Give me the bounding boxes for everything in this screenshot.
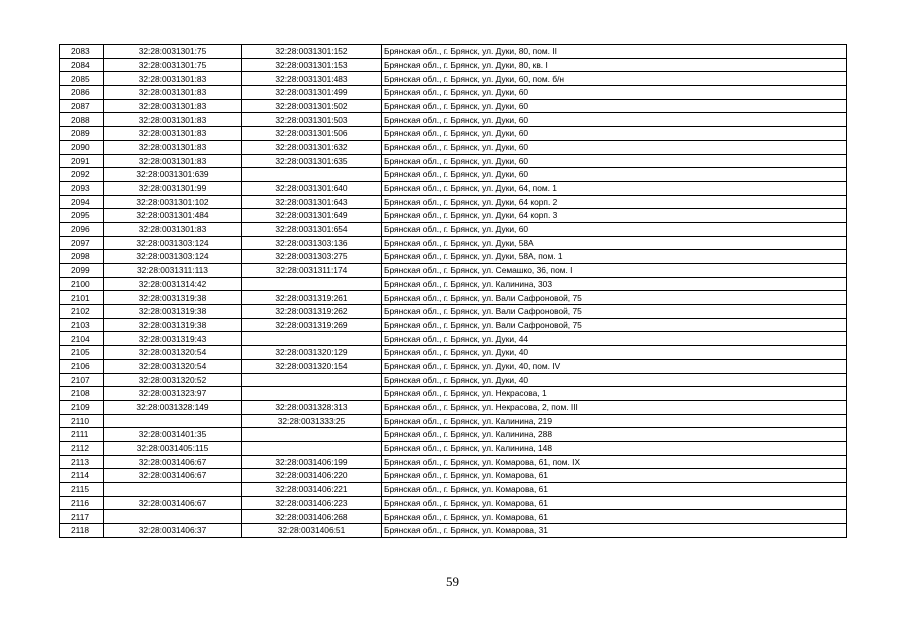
cadastral-number-parcel: 32:28:0031320:54 bbox=[104, 359, 242, 373]
cadastral-number-object: 32:28:0031320:154 bbox=[242, 359, 382, 373]
cadastral-number-object: 32:28:0031301:503 bbox=[242, 113, 382, 127]
cadastral-number-parcel: 32:28:0031320:52 bbox=[104, 373, 242, 387]
cadastral-number-object: 32:28:0031301:635 bbox=[242, 154, 382, 168]
cadastral-number-parcel: 32:28:0031301:75 bbox=[104, 58, 242, 72]
table-row bbox=[60, 58, 847, 72]
cadastral-number-parcel: 32:28:0031401:35 bbox=[104, 428, 242, 442]
address: Брянская обл., г. Брянск, ул. Дуки, 60, пом. б/н bbox=[382, 72, 847, 86]
address: Брянская обл., г. Брянск, ул. Дуки, 60 bbox=[382, 222, 847, 236]
row-number: 2106 bbox=[60, 359, 104, 373]
cadastral-number-parcel bbox=[104, 483, 242, 497]
address: Брянская обл., г. Брянск, ул. Калинина, 303 bbox=[382, 277, 847, 291]
table-row bbox=[60, 250, 847, 264]
cadastral-number-object bbox=[242, 168, 382, 182]
table-row bbox=[60, 414, 847, 428]
row-number: 2085 bbox=[60, 72, 104, 86]
row-number: 2109 bbox=[60, 400, 104, 414]
cadastral-number-parcel: 32:28:0031328:149 bbox=[104, 400, 242, 414]
address: Брянская обл., г. Брянск, ул. Дуки, 40 bbox=[382, 373, 847, 387]
row-number: 2088 bbox=[60, 113, 104, 127]
cadastral-number-parcel: 32:28:0031319:43 bbox=[104, 332, 242, 346]
table-row bbox=[60, 400, 847, 414]
row-number: 2102 bbox=[60, 305, 104, 319]
cadastral-number-parcel: 32:28:0031301:83 bbox=[104, 140, 242, 154]
cadastral-number-object: 32:28:0031328:313 bbox=[242, 400, 382, 414]
cadastral-number-object: 32:28:0031406:268 bbox=[242, 510, 382, 524]
table-row bbox=[60, 346, 847, 360]
address: Брянская обл., г. Брянск, ул. Дуки, 60 bbox=[382, 99, 847, 113]
address: Брянская обл., г. Брянск, ул. Дуки, 60 bbox=[382, 168, 847, 182]
row-number: 2089 bbox=[60, 127, 104, 141]
row-number: 2107 bbox=[60, 373, 104, 387]
cadastral-number-object bbox=[242, 387, 382, 401]
cadastral-number-parcel: 32:28:0031320:54 bbox=[104, 346, 242, 360]
cadastral-number-object: 32:28:0031406:221 bbox=[242, 483, 382, 497]
address: Брянская обл., г. Брянск, ул. Калинина, 288 bbox=[382, 428, 847, 442]
cadastral-number-parcel: 32:28:0031301:102 bbox=[104, 195, 242, 209]
table-row bbox=[60, 455, 847, 469]
cadastral-number-parcel: 32:28:0031301:83 bbox=[104, 127, 242, 141]
address: Брянская обл., г. Брянск, ул. Дуки, 60 bbox=[382, 113, 847, 127]
cadastral-number-object: 32:28:0031406:220 bbox=[242, 469, 382, 483]
address: Брянская обл., г. Брянск, ул. Дуки, 40, пом. IV bbox=[382, 359, 847, 373]
cadastral-number-parcel: 32:28:0031303:124 bbox=[104, 250, 242, 264]
cadastral-number-parcel: 32:28:0031301:83 bbox=[104, 113, 242, 127]
cadastral-number-parcel: 32:28:0031301:99 bbox=[104, 181, 242, 195]
address: Брянская обл., г. Брянск, ул. Дуки, 44 bbox=[382, 332, 847, 346]
row-number: 2110 bbox=[60, 414, 104, 428]
table-row bbox=[60, 277, 847, 291]
row-number: 2097 bbox=[60, 236, 104, 250]
address: Брянская обл., г. Брянск, ул. Комарова, 61 bbox=[382, 483, 847, 497]
row-number: 2118 bbox=[60, 524, 104, 538]
row-number: 2115 bbox=[60, 483, 104, 497]
address: Брянская обл., г. Брянск, ул. Дуки, 60 bbox=[382, 154, 847, 168]
cadastral-number-object: 32:28:0031406:51 bbox=[242, 524, 382, 538]
table-row bbox=[60, 483, 847, 497]
table-row bbox=[60, 373, 847, 387]
cadastral-number-parcel: 32:28:0031319:38 bbox=[104, 291, 242, 305]
row-number: 2105 bbox=[60, 346, 104, 360]
cadastral-number-object: 32:28:0031406:223 bbox=[242, 496, 382, 510]
cadastral-number-object: 32:28:0031301:152 bbox=[242, 45, 382, 59]
address: Брянская обл., г. Брянск, ул. Вали Сафроновой, 75 bbox=[382, 318, 847, 332]
address: Брянская обл., г. Брянск, ул. Дуки, 58А bbox=[382, 236, 847, 250]
table-row bbox=[60, 469, 847, 483]
table-row bbox=[60, 428, 847, 442]
table-row bbox=[60, 181, 847, 195]
table-body bbox=[60, 45, 847, 538]
address: Брянская обл., г. Брянск, ул. Дуки, 64, пом. 1 bbox=[382, 181, 847, 195]
address: Брянская обл., г. Брянск, ул. Комарова, 61 bbox=[382, 469, 847, 483]
cadastral-number-object: 32:28:0031303:275 bbox=[242, 250, 382, 264]
address: Брянская обл., г. Брянск, ул. Вали Сафроновой, 75 bbox=[382, 305, 847, 319]
address: Брянская обл., г. Брянск, ул. Комарова, 61, пом. IX bbox=[382, 455, 847, 469]
address: Брянская обл., г. Брянск, ул. Дуки, 80, пом. II bbox=[382, 45, 847, 59]
cadastral-number-object: 32:28:0031320:129 bbox=[242, 346, 382, 360]
table-row bbox=[60, 127, 847, 141]
table-row bbox=[60, 264, 847, 278]
row-number: 2099 bbox=[60, 264, 104, 278]
cadastral-number-object: 32:28:0031303:136 bbox=[242, 236, 382, 250]
address: Брянская обл., г. Брянск, ул. Дуки, 60 bbox=[382, 86, 847, 100]
cadastral-number-object: 32:28:0031301:153 bbox=[242, 58, 382, 72]
cadastral-number-object bbox=[242, 441, 382, 455]
table-row bbox=[60, 236, 847, 250]
cadastral-number-parcel: 32:28:0031301:75 bbox=[104, 45, 242, 59]
cadastral-number-parcel: 32:28:0031301:83 bbox=[104, 86, 242, 100]
row-number: 2116 bbox=[60, 496, 104, 510]
row-number: 2092 bbox=[60, 168, 104, 182]
cadastral-number-parcel: 32:28:0031301:83 bbox=[104, 99, 242, 113]
cadastral-number-object: 32:28:0031319:261 bbox=[242, 291, 382, 305]
cadastral-number-parcel: 32:28:0031405:115 bbox=[104, 441, 242, 455]
cadastral-number-parcel: 32:28:0031319:38 bbox=[104, 318, 242, 332]
row-number: 2095 bbox=[60, 209, 104, 223]
cadastral-number-parcel: 32:28:0031406:67 bbox=[104, 469, 242, 483]
cadastral-number-parcel bbox=[104, 414, 242, 428]
row-number: 2086 bbox=[60, 86, 104, 100]
cadastral-number-parcel: 32:28:0031301:83 bbox=[104, 222, 242, 236]
row-number: 2108 bbox=[60, 387, 104, 401]
address: Брянская обл., г. Брянск, ул. Дуки, 58А, пом. 1 bbox=[382, 250, 847, 264]
cadastral-number-object bbox=[242, 373, 382, 387]
table-row bbox=[60, 332, 847, 346]
cadastral-number-object: 32:28:0031301:654 bbox=[242, 222, 382, 236]
cadastral-number-parcel: 32:28:0031301:484 bbox=[104, 209, 242, 223]
cadastral-number-object: 32:28:0031301:649 bbox=[242, 209, 382, 223]
address: Брянская обл., г. Брянск, ул. Дуки, 64 корп. 3 bbox=[382, 209, 847, 223]
cadastral-number-parcel: 32:28:0031301:83 bbox=[104, 72, 242, 86]
table-row bbox=[60, 524, 847, 538]
table-row bbox=[60, 209, 847, 223]
cadastral-number-object bbox=[242, 332, 382, 346]
cadastral-number-object: 32:28:0031319:262 bbox=[242, 305, 382, 319]
cadastral-number-parcel: 32:28:0031314:42 bbox=[104, 277, 242, 291]
address: Брянская обл., г. Брянск, ул. Семашко, 36, пом. I bbox=[382, 264, 847, 278]
address: Брянская обл., г. Брянск, ул. Комарова, 31 bbox=[382, 524, 847, 538]
table-row bbox=[60, 195, 847, 209]
address: Брянская обл., г. Брянск, ул. Дуки, 60 bbox=[382, 140, 847, 154]
address: Брянская обл., г. Брянск, ул. Комарова, 61 bbox=[382, 496, 847, 510]
table-row bbox=[60, 86, 847, 100]
row-number: 2103 bbox=[60, 318, 104, 332]
table-row bbox=[60, 318, 847, 332]
cadastral-number-object: 32:28:0031319:269 bbox=[242, 318, 382, 332]
row-number: 2104 bbox=[60, 332, 104, 346]
address: Брянская обл., г. Брянск, ул. Вали Сафроновой, 75 bbox=[382, 291, 847, 305]
table-row bbox=[60, 291, 847, 305]
cadastral-number-object: 32:28:0031301:502 bbox=[242, 99, 382, 113]
row-number: 2083 bbox=[60, 45, 104, 59]
cadastral-number-object bbox=[242, 277, 382, 291]
row-number: 2100 bbox=[60, 277, 104, 291]
cadastral-number-object: 32:28:0031301:632 bbox=[242, 140, 382, 154]
table-row bbox=[60, 359, 847, 373]
cadastral-number-parcel: 32:28:0031323:97 bbox=[104, 387, 242, 401]
table-row bbox=[60, 510, 847, 524]
table-row bbox=[60, 387, 847, 401]
row-number: 2101 bbox=[60, 291, 104, 305]
address: Брянская обл., г. Брянск, ул. Дуки, 64 корп. 2 bbox=[382, 195, 847, 209]
row-number: 2094 bbox=[60, 195, 104, 209]
cadastral-number-parcel: 32:28:0031303:124 bbox=[104, 236, 242, 250]
row-number: 2114 bbox=[60, 469, 104, 483]
cadastral-number-object: 32:28:0031301:643 bbox=[242, 195, 382, 209]
table-row bbox=[60, 113, 847, 127]
address: Брянская обл., г. Брянск, ул. Калинина, 219 bbox=[382, 414, 847, 428]
cadastral-number-parcel bbox=[104, 510, 242, 524]
table-row bbox=[60, 45, 847, 59]
row-number: 2111 bbox=[60, 428, 104, 442]
cadastral-number-parcel: 32:28:0031319:38 bbox=[104, 305, 242, 319]
cadastral-number-parcel: 32:28:0031406:67 bbox=[104, 496, 242, 510]
address: Брянская обл., г. Брянск, ул. Дуки, 40 bbox=[382, 346, 847, 360]
address: Брянская обл., г. Брянск, ул. Дуки, 80, кв. I bbox=[382, 58, 847, 72]
address: Брянская обл., г. Брянск, ул. Дуки, 60 bbox=[382, 127, 847, 141]
cadastral-number-object: 32:28:0031301:483 bbox=[242, 72, 382, 86]
cadastral-number-object: 32:28:0031333:25 bbox=[242, 414, 382, 428]
cadastral-number-parcel: 32:28:0031301:639 bbox=[104, 168, 242, 182]
table-row bbox=[60, 222, 847, 236]
address: Брянская обл., г. Брянск, ул. Калинина, 148 bbox=[382, 441, 847, 455]
table-row bbox=[60, 441, 847, 455]
row-number: 2087 bbox=[60, 99, 104, 113]
row-number: 2093 bbox=[60, 181, 104, 195]
row-number: 2084 bbox=[60, 58, 104, 72]
page-number: 59 bbox=[446, 574, 459, 589]
row-number: 2091 bbox=[60, 154, 104, 168]
cadastral-number-parcel: 32:28:0031301:83 bbox=[104, 154, 242, 168]
row-number: 2090 bbox=[60, 140, 104, 154]
address: Брянская обл., г. Брянск, ул. Комарова, 61 bbox=[382, 510, 847, 524]
table-row bbox=[60, 140, 847, 154]
row-number: 2098 bbox=[60, 250, 104, 264]
address: Брянская обл., г. Брянск, ул. Некрасова, 1 bbox=[382, 387, 847, 401]
row-number: 2112 bbox=[60, 441, 104, 455]
property-table bbox=[59, 44, 847, 538]
cadastral-number-object: 32:28:0031301:499 bbox=[242, 86, 382, 100]
cadastral-number-parcel: 32:28:0031406:67 bbox=[104, 455, 242, 469]
cadastral-number-object: 32:28:0031301:506 bbox=[242, 127, 382, 141]
table-row bbox=[60, 496, 847, 510]
cadastral-number-object: 32:28:0031406:199 bbox=[242, 455, 382, 469]
cadastral-number-object: 32:28:0031301:640 bbox=[242, 181, 382, 195]
row-number: 2113 bbox=[60, 455, 104, 469]
table-row bbox=[60, 99, 847, 113]
cadastral-number-parcel: 32:28:0031311:113 bbox=[104, 264, 242, 278]
table-row bbox=[60, 154, 847, 168]
row-number: 2117 bbox=[60, 510, 104, 524]
cadastral-number-object bbox=[242, 428, 382, 442]
cadastral-number-parcel: 32:28:0031406:37 bbox=[104, 524, 242, 538]
address: Брянская обл., г. Брянск, ул. Некрасова, 2, пом. III bbox=[382, 400, 847, 414]
cadastral-number-object: 32:28:0031311:174 bbox=[242, 264, 382, 278]
table-row bbox=[60, 168, 847, 182]
row-number: 2096 bbox=[60, 222, 104, 236]
table-row bbox=[60, 305, 847, 319]
table-row bbox=[60, 72, 847, 86]
